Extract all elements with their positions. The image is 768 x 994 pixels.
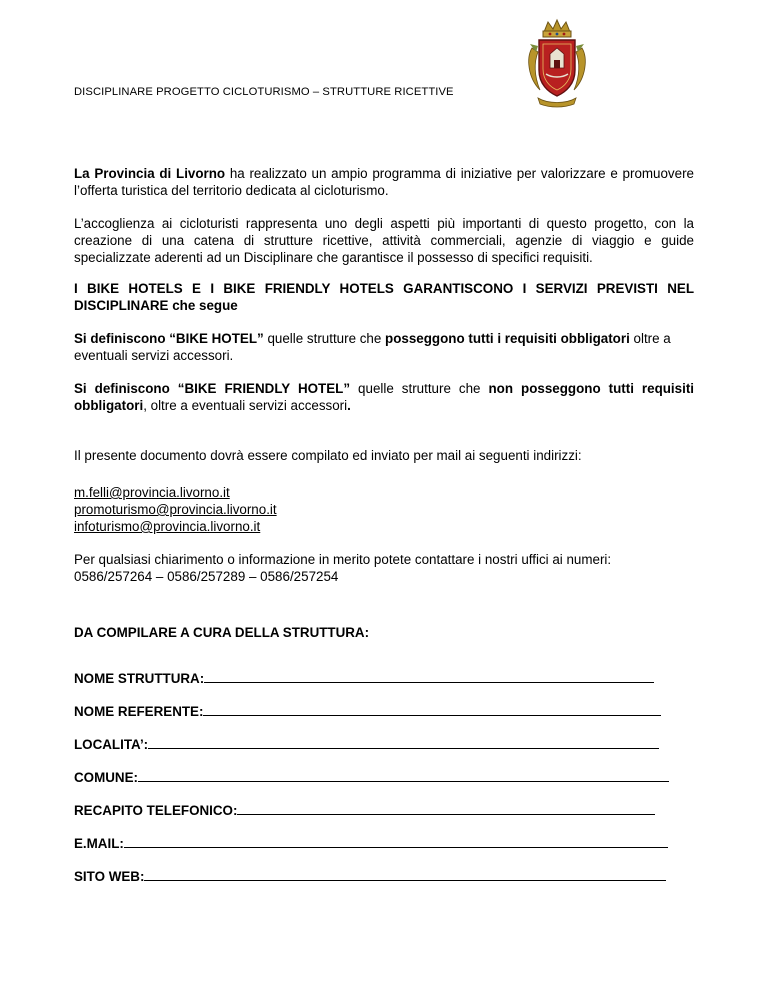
welcome-paragraph: L’accoglienza ai cicloturisti rappresenta uno degli aspetti più importanti di questo progetto, con la creazione di una catena di strutture ricettive, attività commerciali, agenzie di viaggio e guide specializzate aderenti ad un Disciplinare che garantisce il possesso di specifici requisiti. [74,216,694,265]
intro-paragraph: La Provincia di Livorno ha realizzato un ampio programma di iniziative per valorizzare e promuovere l’offerta turistica del territorio dedicata al cicloturismo. [74,166,694,198]
email-link-promoturismo[interactable]: promoturismo@provincia.livorno.it [74,502,277,517]
email-link-infoturismo[interactable]: infoturismo@provincia.livorno.it [74,519,261,534]
field-sito-web[interactable]: SITO WEB: [74,867,694,884]
field-line[interactable] [144,867,666,881]
contact-text: Per qualsiasi chiarimento o informazione in merito potete contattare i nostri uffici ai numeri: [74,552,612,567]
field-line[interactable] [148,735,659,749]
submission-instructions: Il presente documento dovrà essere compilato ed inviato per mail ai seguenti indirizzi: [74,448,582,463]
form-fields [74,669,694,884]
field-line[interactable] [124,834,668,848]
province-name: La Provincia di Livorno [74,166,226,181]
bike-friendly-hotel-definition: Si definiscono “BIKE FRIENDLY HOTEL” quelle strutture che non posseggono tutti requisiti obbligatori, oltre a eventuali servizi accessori. [74,381,695,413]
field-nome-struttura[interactable]: NOME STRUTTURA: [74,669,694,686]
field-line[interactable] [237,801,655,815]
contact-phone-numbers: 0586/257264 – 0586/257289 – 0586/257254 [74,569,339,584]
field-comune[interactable]: COMUNE: [74,768,694,785]
document-header: DISCIPLINARE PROGETTO CICLOTURISMO – STRUTTURE RICETTIVE [74,86,454,98]
field-line[interactable] [203,702,661,716]
email-link-felli[interactable]: m.felli@provincia.livorno.it [74,485,230,500]
field-recapito-telefonico[interactable]: RECAPITO TELEFONICO: [74,801,694,818]
field-line[interactable] [138,768,669,782]
document-body [74,165,694,900]
email-list [74,484,694,535]
field-line[interactable] [204,669,654,683]
field-email[interactable]: E.MAIL: [74,834,694,851]
field-nome-referente[interactable]: NOME REFERENTE: [74,702,694,719]
field-localita[interactable]: LOCALITA’: [74,735,694,752]
coat-of-arms-icon [524,18,590,108]
form-title: DA COMPILARE A CURA DELLA STRUTTURA: [74,625,370,640]
bike-hotel-definition: Si definiscono “BIKE HOTEL” quelle strutture che posseggono tutti i requisiti obbligatori oltre a eventuali servizi accessori. [74,331,671,363]
services-heading: I BIKE HOTELS E I BIKE FRIENDLY HOTELS GARANTISCONO I SERVIZI PREVISTI NEL DISCIPLINARE che segue [74,281,694,313]
